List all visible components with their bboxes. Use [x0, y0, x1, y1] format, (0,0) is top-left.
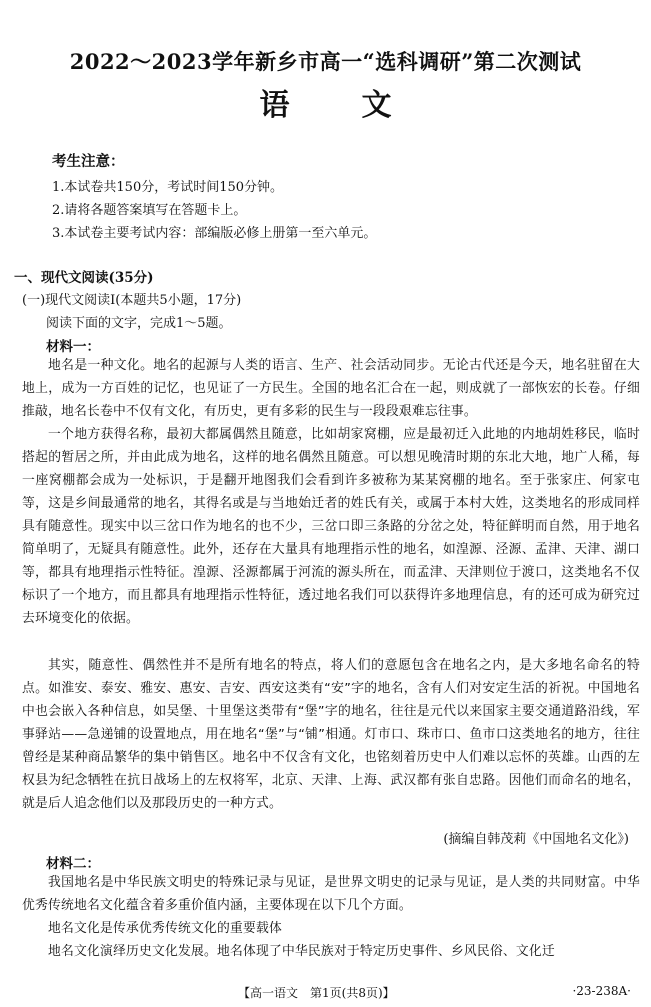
notice-item: 3.本试卷主要考试内容：部编版必修上册第一至六单元。: [52, 226, 377, 241]
reading-instruction: 阅读下面的文字，完成1～5题。: [46, 316, 232, 331]
material-one-paragraph: 一个地方获得名称，最初大都属偶然且随意，比如胡家窝棚，应是最初迁入此地的内地胡姓移民，临时搭起的暂居之所，并由此成为地名，这样的地名偶然且随意。可以想见晚清时期的东北大地，地广人稀，每一座窝棚都会成为一处标识，于是翻开地图我们会看到许多被称为某某窝棚的地名。至于张家庄、何家屯等，这是乡间最通常的地名，其得名或是与当地始迁者的姓氏有关，或属于本村大姓，这类地名的形成同样具有随意性。现实中以三岔口作为地名的也不少，三岔口即三条路的分岔之处，特征鲜明而自然，用于地名简单明了，无疑具有随意性。此外，还存在大量具有地理指示性的地名，如湟源、泾源、孟津、天津、湖口等，都具有地理指示性特征。湟源、泾源都属于河流的源头所在，而孟津、天津则位于渡口，这类地名不仅标识了一个地方，而且都具有地理指示性特征，透过地名我们可以获得许多地理信息，有的还可成为研究过去环境变化的依据。: [22, 427, 640, 626]
material-one-paragraph: 其实，随意性、偶然性并不是所有地名的特点，将人们的意愿包含在地名之内，是大多地名命名的特点。如淮安、泰安、雅安、惠安、吉安、西安这类有“安”字的地名，含有人们对安定生活的祈祝。中国地名中也会嵌入各种信息，如吴堡、十里堡这类带有“堡”字的地名，往往是元代以来国家主要交通道路沿线，军事驿站——急递铺的设置地点，用在地名“堡”与“铺”相通。灯市口、珠市口、鱼市口这类地名的地方，往往曾经是某种商品繁华的集中销售区。地名中不仅含有文化，也铭刻着历史中人们难以忘怀的英雄。山西的左权县为纪念牺牲在抗日战场上的左权将军，北京、天津、上海、武汉都有张自忠路。因他们而命名的地名，就是后人追念他们以及那段历史的一种方式。: [22, 658, 640, 811]
section-heading: 一、现代文阅读(35分): [14, 270, 154, 286]
page-footer: [0, 984, 651, 1004]
notice-heading: 考生注意：: [52, 153, 125, 170]
notice-item: 2.请将各题答案填写在答题卡上。: [52, 203, 247, 218]
material-one-citation: (摘编自韩茂莉《中国地名文化》): [443, 832, 629, 847]
subject-char: 文: [361, 88, 392, 123]
material-one-paragraph: 地名是一种文化。地名的起源与人类的语言、生产、社会活动同步。无论古代还是今天，地名驻留在大地上，成为一方百姓的记忆，也见证了一方民生。全国的地名汇合在一起，则成就了一部恢宏的长卷。仔细推敲，地名长卷中不仅有文化，有历史，更有多彩的民生与一段段艰难忘往事。: [22, 358, 640, 419]
material-one-label: 材料一：: [46, 339, 100, 355]
notice-item: 1.本试卷共150分，考试时间150分钟。: [52, 180, 284, 195]
footer-page-info: 【高一语文 第1页(共8页)】: [238, 986, 395, 1000]
material-two-paragraph: 地名文化演绎历史文化发展。地名体现了中华民族对于特定历史事件、乡风民俗、文化迁: [48, 944, 555, 959]
material-two-subheading: 地名文化是传承优秀传统文化的重要载体: [48, 921, 282, 936]
subject-char: 语: [259, 88, 290, 123]
subject-title: [0, 80, 651, 124]
material-two-label: 材料二：: [46, 856, 100, 872]
exam-title: 2022～2023学年新乡市高一“选科调研”第二次测试: [69, 49, 582, 74]
material-two-paragraph: 我国地名是中华民族文明史的特殊记录与见证，是世界文明史的记录与见证，是人类的共同财富。中华优秀传统地名文化蕴含着多重价值内涵，主要体现在以下几个方面。: [22, 875, 640, 913]
section-subheading: (一)现代文阅读Ⅰ(本题共5小题，17分): [22, 293, 242, 308]
footer-code: ·23-238A·: [572, 984, 631, 998]
